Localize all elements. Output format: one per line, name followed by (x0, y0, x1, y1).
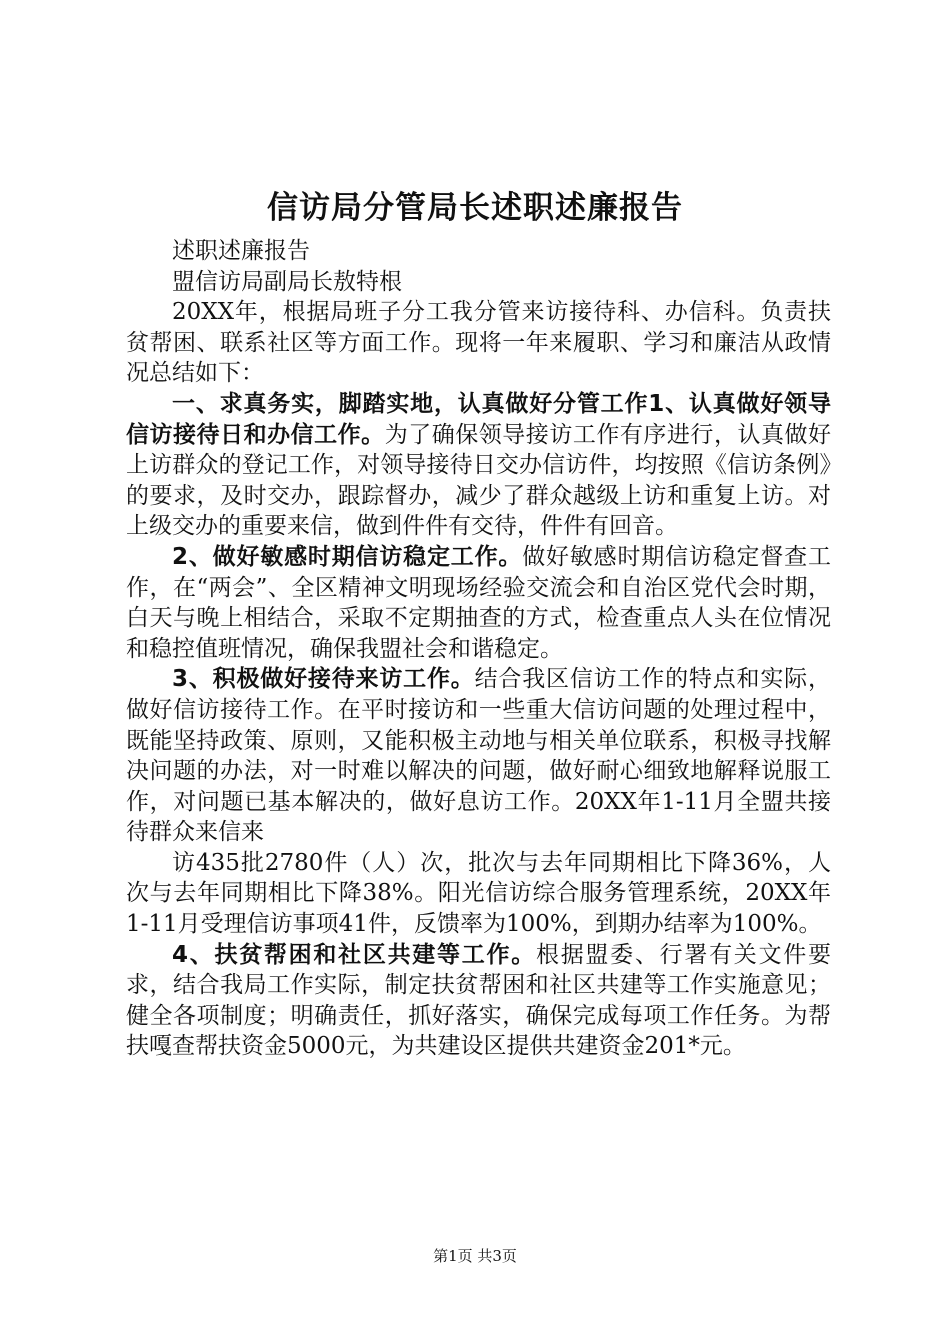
report-subtitle: 述职述廉报告 (172, 238, 310, 264)
section-3-heading: 3、积极做好接待来访工作。 (172, 666, 475, 693)
section-3-continuation: 访435批2780件（人）次，批次与去年同期相比下降36%，人次与去年同期相比下降38%。阳光信访综合服务管理系统，20XX年1-11月受理信访事项41件，反馈率为100%，到期办结率为100%。 (126, 849, 831, 938)
section-2-heading: 2、做好敏感时期信访稳定工作。 (172, 543, 523, 570)
section-3-text: 结合我区信访工作的特点和实际，做好信访接待工作。在平时接访和一些重大信访问题的处理过程中，既能坚持政策、原则，又能积极主动地与相关单位联系，积极寻找解决问题的办法，对一时难以解决的问题，做好耐心细致地解释说服工作，对问题已基本解决的，做好息访工作。20XX年1-11月全盟共接待群众来信来 (126, 666, 831, 846)
section-4-paragraph (126, 940, 831, 1062)
section-1-text: 为了确保领导接访工作有序进行，认真做好上访群众的登记工作，对领导接待日交办信访件，均按照《信访条例》的要求，及时交办，跟踪督办，减少了群众越级上访和重复上访。对上级交办的重要来信，做到件件有交待，件件有回音。 (126, 421, 832, 540)
section-2-text: 做好敏感时期信访稳定督查工作，在“两会”、全区精神文明现场经验交流会和自治区党代会时期，白天与晚上相结合，采取不定期抽查的方式，检查重点人头在位情况和稳控值班情况，确保我盟社会和谐稳定。 (126, 543, 831, 662)
intro-paragraph: 20XX年，根据局班子分工我分管来访接待科、办信科。负责扶贫帮困、联系社区等方面工作。现将一年来履职、学习和廉洁从政情况总结如下： (126, 299, 831, 387)
section-1-paragraph (126, 389, 831, 542)
section-3-paragraph (126, 664, 831, 848)
section-1-heading: 一、求真务实，脚踏实地，认真做好分管工作1、认真做好领导信访接待日和办信工作。 (126, 390, 831, 448)
document-title: 信访局分管局长述职述廉报告 (267, 190, 683, 226)
document-body (126, 236, 831, 1062)
author-line: 盟信访局副局长敖特根 (172, 268, 402, 295)
section-4-text: 根据盟委、行署有关文件要求，结合我局工作实际，制定扶贫帮困和社区共建等工作实施意见；健全各项制度；明确责任，抓好落实，确保完成每项工作任务。为帮扶嘎查帮扶资金5000元，为共建设区提供共建资金201*元。 (126, 941, 832, 1060)
section-4-heading: 4、扶贫帮困和社区共建等工作。 (172, 941, 536, 968)
page-footer: 第1页 共3页 (433, 1247, 517, 1265)
section-2-paragraph (126, 542, 831, 664)
